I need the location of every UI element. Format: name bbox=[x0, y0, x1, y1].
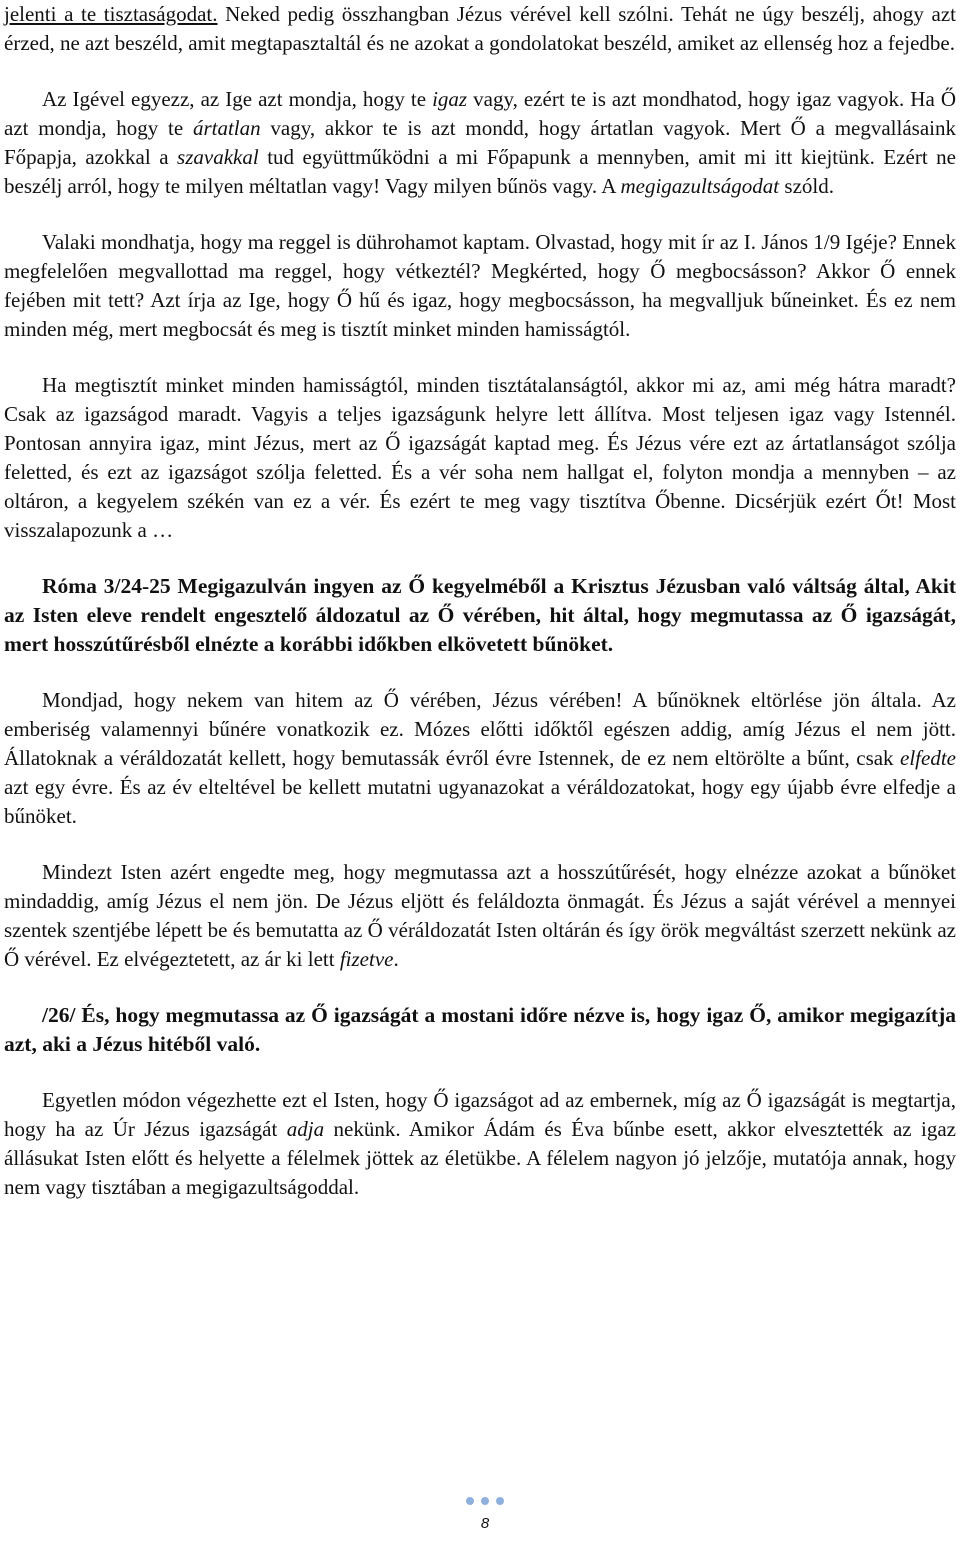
scripture-quote-26: /26/ És, hogy megmutassa az Ő igazságát a mostani időre nézve is, hogy igaz Ő, amikor megigazítja azt, aki a Jézus hitéből való. bbox=[4, 1003, 956, 1056]
scripture-quote-roma: Róma 3/24-25 Megigazulván ingyen az Ő kegyelméből a Krisztus Jézusban való váltság által, Akit az Isten eleve rendelt engesztelő áldozatul az Ő vérében, hit által, hogy megmutassa az Ő igazságát, mert hosszútűrésből elnézte a korábbi időkben elkövetett bűnöket. bbox=[4, 574, 956, 656]
paragraph-7 bbox=[4, 858, 956, 974]
paragraph-text: nekünk. Amikor Ádám és Éva bűnbe esett, akkor elvesztették az igaz állásukat Isten előtt és helyette a félelmek jöttek az életükbe. A félelem nagyon jó jelzője, mutatója annak, hogy nem vagy tisztában a megigazultságoddal. bbox=[4, 1117, 956, 1199]
paragraph-text: azt egy évre. És az év elteltével be kellett mutatni ugyanazokat a véráldozatokat, hogy egy újabb évre elfedje a bűnöket. bbox=[4, 775, 956, 828]
paragraph-text: vagy, ezért te is azt mondhatod, hogy igaz vagyok. Ha Ő azt mondja, hogy te bbox=[4, 87, 956, 140]
underlined-phrase: jelenti a te tisztaságodat. bbox=[4, 2, 218, 26]
paragraph-text: Mindezt Isten azért engedte meg, hogy megmutassa azt a hosszútűrését, hogy elnézze azokat a bűnöket mindaddig, amíg Jézus el nem jön. De Jézus eljött és feláldozta önmagát. És Jézus a saját vérével a mennyei szentek szentjébe lépett be és bemutatta az Ő véráldozatát Isten oltárán és így örök megváltást szerzett nekünk az Ő vérével. Ez elvégeztetett, az ár ki lett bbox=[4, 860, 956, 971]
paragraph-3: Valaki mondhatja, hogy ma reggel is dührohamot kaptam. Olvastad, hogy mit ír az I. János 1/9 Igéje? Ennek megfelelően megvallottad ma reggel, hogy vétkeztél? Megkérted, hogy Ő megbocsásson? Akkor Ő ennek fejében mit tett? Azt írja az Ige, hogy Ő hű és igaz, hogy megbocsásson, ha megvalljuk bűneinket. És ez nem minden még, mert megbocsát és meg is tisztít minket minden hamisságtól. bbox=[4, 230, 956, 341]
page-number: 8 bbox=[480, 1515, 490, 1532]
italic-word: megigazultságodat bbox=[620, 174, 780, 198]
paragraph-text: vagy, akkor te is azt mondd, hogy ártatlan vagyok. Mert Ő a megvallásaink Főpapja, azokkal a bbox=[4, 116, 957, 169]
document-page bbox=[4, 0, 956, 1202]
italic-word: igaz bbox=[432, 87, 468, 111]
paragraph-text: Az Igével egyezz, az Ige azt mondja, hogy te bbox=[42, 87, 433, 111]
paragraph-text: Neked pedig összhangban Jézus vérével kell szólni. Tehát ne úgy beszélj, ahogy azt érzed, ne azt beszéld, amit megtapasztaltál és ne azokat a gondolatokat beszéld, amiket az ellenség hoz a fejedbe. bbox=[4, 2, 956, 55]
italic-word: elfedte bbox=[900, 746, 956, 770]
paragraph-text: szóld. bbox=[779, 174, 834, 198]
dot bbox=[466, 1497, 474, 1505]
italic-word: ártatlan bbox=[192, 116, 261, 140]
dot bbox=[496, 1497, 504, 1505]
paragraph-4: Ha megtisztít minket minden hamisságtól, minden tisztátalanságtól, akkor mi az, ami még hátra maradt? Csak az igazságod maradt. Vagyis a teljes igazságunk helyre lett állítva. Most teljesen igaz vagy Istennél. Pontosan annyira igaz, mint Jézus, mert az Ő igazságát kaptad meg. És Jézus vére ezt az ártatlanságot szólja feletted, és ezt az igazságot szólja feletted. És a vér soha nem hallgat el, folyton mondja a mennyben – az oltáron, a kegyelem székén van ez a vér. És ezért te meg vagy tisztítva Őbenne. Dicsérjük ezért Őt! Most visszalapozunk a … bbox=[4, 373, 956, 542]
paragraph-6 bbox=[4, 686, 956, 831]
footer-dots-icon bbox=[10, 1497, 960, 1505]
italic-word: szavakkal bbox=[177, 145, 259, 169]
paragraph-2 bbox=[4, 85, 956, 201]
paragraph-9 bbox=[4, 1086, 956, 1202]
paragraph-text: Mondjad, hogy nekem van hitem az Ő vérében, Jézus vérében! A bűnöknek eltörlése jön általa. Az emberiség valamennyi bűnére vonatkozik ez. Mózes előtti időktől egészen addig, amíg Jézus el nem jött. Állatoknak a véráldozatát kellett, hogy bemutassák évről évre Istennek, de ez nem eltörölte a bűnt, csak bbox=[4, 688, 956, 770]
paragraph-text: tud együttműködni a mi Főpapunk a mennyben, amit mi itt kiejtünk. Ezért ne beszélj arról, hogy te milyen méltatlan vagy! Vagy milyen bűnös vagy. A bbox=[4, 145, 956, 198]
page-footer bbox=[0, 1497, 960, 1538]
italic-word: fizetve bbox=[339, 947, 394, 971]
paragraph-text: Egyetlen módon végezhette ezt el Isten, hogy Ő igazságot ad az embernek, míg az Ő igazságát is megtartja, hogy ha az Úr Jézus igazságát bbox=[4, 1088, 956, 1141]
paragraph-text: . bbox=[393, 947, 399, 971]
dot bbox=[481, 1497, 489, 1505]
paragraph-1 bbox=[4, 0, 956, 58]
italic-word: adja bbox=[286, 1117, 325, 1141]
